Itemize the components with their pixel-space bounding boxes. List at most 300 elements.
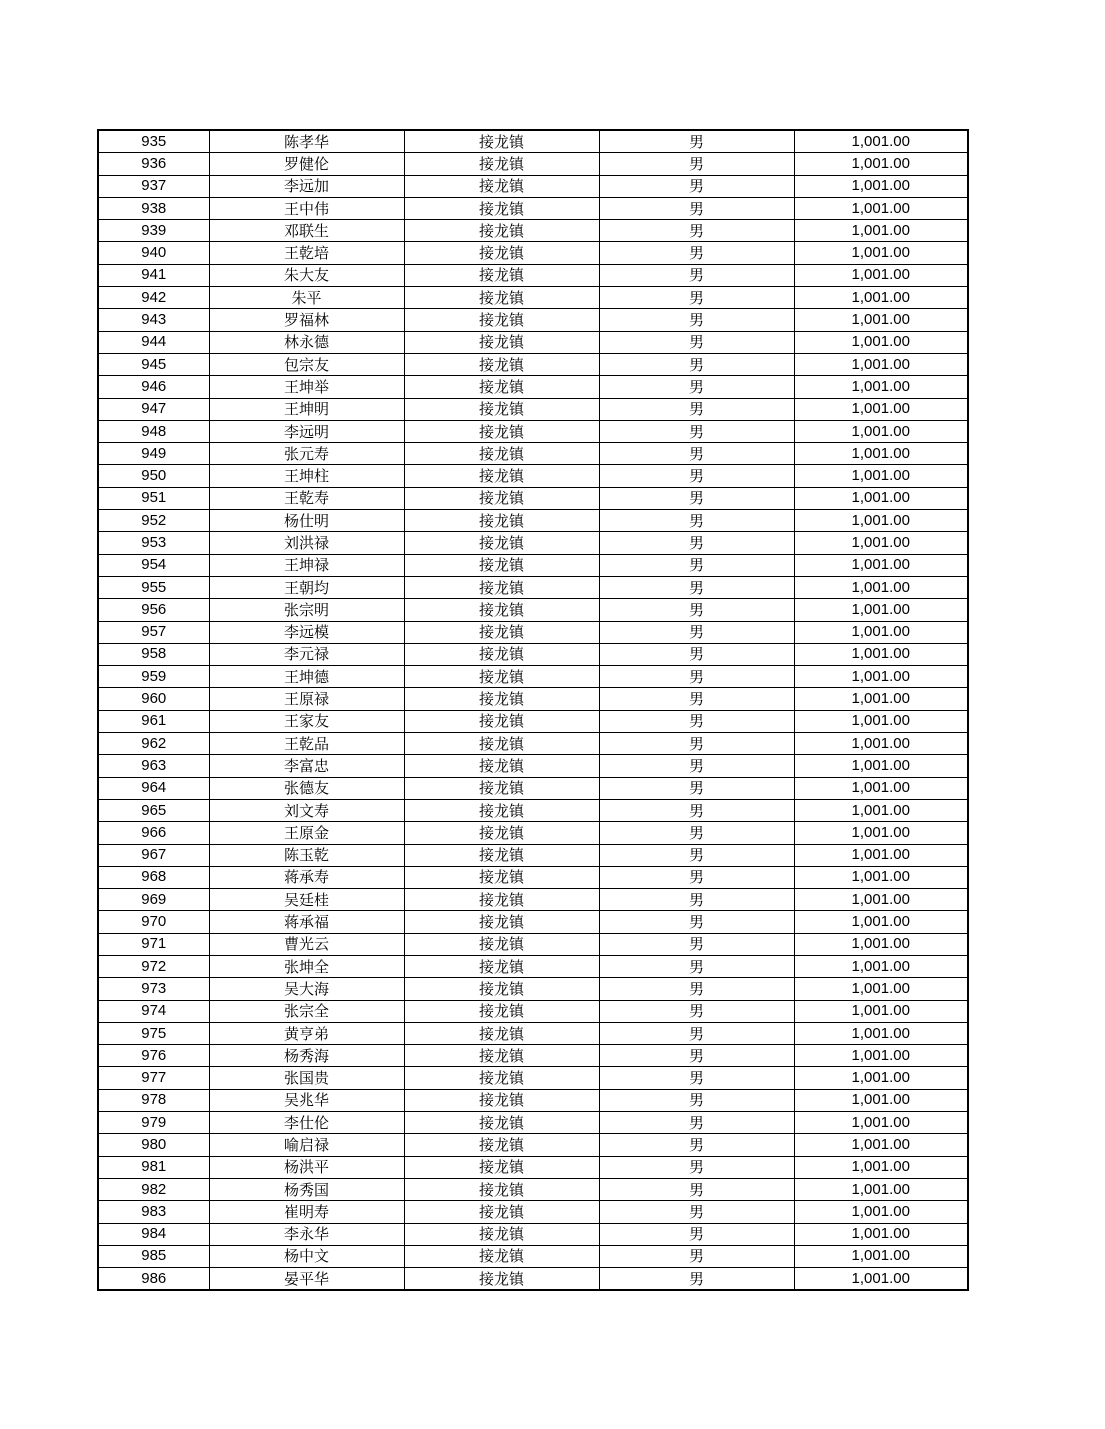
cell-number: 938 — [98, 197, 209, 219]
cell-gender: 男 — [599, 799, 794, 821]
cell-amount: 1,001.00 — [794, 465, 968, 487]
cell-town: 接龙镇 — [404, 1245, 599, 1267]
table-row — [98, 242, 968, 264]
table-body — [98, 130, 968, 1290]
table-row — [98, 978, 968, 1000]
table-row — [98, 197, 968, 219]
cell-number: 942 — [98, 287, 209, 309]
cell-town: 接龙镇 — [404, 130, 599, 153]
cell-town: 接龙镇 — [404, 710, 599, 732]
cell-amount: 1,001.00 — [794, 309, 968, 331]
cell-town: 接龙镇 — [404, 933, 599, 955]
cell-number: 940 — [98, 242, 209, 264]
cell-town: 接龙镇 — [404, 866, 599, 888]
cell-name: 崔明寿 — [209, 1201, 404, 1223]
cell-amount: 1,001.00 — [794, 1112, 968, 1134]
cell-number: 968 — [98, 866, 209, 888]
cell-amount: 1,001.00 — [794, 1067, 968, 1089]
cell-number: 975 — [98, 1022, 209, 1044]
cell-gender: 男 — [599, 1245, 794, 1267]
cell-number: 959 — [98, 666, 209, 688]
cell-gender: 男 — [599, 376, 794, 398]
cell-town: 接龙镇 — [404, 844, 599, 866]
cell-town: 接龙镇 — [404, 1089, 599, 1111]
cell-number: 978 — [98, 1089, 209, 1111]
cell-number: 966 — [98, 822, 209, 844]
cell-amount: 1,001.00 — [794, 688, 968, 710]
cell-amount: 1,001.00 — [794, 978, 968, 1000]
table-row — [98, 1156, 968, 1178]
cell-name: 包宗友 — [209, 353, 404, 375]
cell-name: 张元寿 — [209, 443, 404, 465]
cell-town: 接龙镇 — [404, 1134, 599, 1156]
cell-town: 接龙镇 — [404, 576, 599, 598]
cell-gender: 男 — [599, 420, 794, 442]
cell-name: 罗福林 — [209, 309, 404, 331]
cell-gender: 男 — [599, 822, 794, 844]
cell-name: 张德友 — [209, 777, 404, 799]
cell-number: 985 — [98, 1245, 209, 1267]
table-row — [98, 1178, 968, 1200]
cell-town: 接龙镇 — [404, 643, 599, 665]
cell-gender: 男 — [599, 309, 794, 331]
cell-amount: 1,001.00 — [794, 666, 968, 688]
table-row — [98, 643, 968, 665]
cell-town: 接龙镇 — [404, 510, 599, 532]
cell-gender: 男 — [599, 844, 794, 866]
cell-number: 986 — [98, 1268, 209, 1291]
cell-name: 陈玉乾 — [209, 844, 404, 866]
cell-town: 接龙镇 — [404, 487, 599, 509]
cell-amount: 1,001.00 — [794, 955, 968, 977]
cell-number: 982 — [98, 1178, 209, 1200]
cell-town: 接龙镇 — [404, 197, 599, 219]
cell-gender: 男 — [599, 1178, 794, 1200]
cell-number: 958 — [98, 643, 209, 665]
table-row — [98, 353, 968, 375]
cell-name: 李远模 — [209, 621, 404, 643]
table-row — [98, 554, 968, 576]
cell-amount: 1,001.00 — [794, 554, 968, 576]
cell-name: 杨秀海 — [209, 1045, 404, 1067]
table-row — [98, 955, 968, 977]
cell-gender: 男 — [599, 1134, 794, 1156]
cell-amount: 1,001.00 — [794, 889, 968, 911]
cell-gender: 男 — [599, 599, 794, 621]
table-row — [98, 376, 968, 398]
cell-gender: 男 — [599, 1112, 794, 1134]
cell-town: 接龙镇 — [404, 1268, 599, 1291]
cell-number: 960 — [98, 688, 209, 710]
table-row — [98, 688, 968, 710]
cell-gender: 男 — [599, 621, 794, 643]
cell-gender: 男 — [599, 755, 794, 777]
table-row — [98, 777, 968, 799]
cell-amount: 1,001.00 — [794, 911, 968, 933]
cell-name: 杨仕明 — [209, 510, 404, 532]
cell-number: 974 — [98, 1000, 209, 1022]
cell-town: 接龙镇 — [404, 220, 599, 242]
cell-gender: 男 — [599, 1201, 794, 1223]
cell-number: 944 — [98, 331, 209, 353]
cell-name: 李仕伦 — [209, 1112, 404, 1134]
cell-number: 964 — [98, 777, 209, 799]
cell-town: 接龙镇 — [404, 443, 599, 465]
cell-town: 接龙镇 — [404, 376, 599, 398]
table-row — [98, 1201, 968, 1223]
cell-name: 张国贵 — [209, 1067, 404, 1089]
cell-gender: 男 — [599, 1089, 794, 1111]
cell-number: 981 — [98, 1156, 209, 1178]
cell-gender: 男 — [599, 510, 794, 532]
cell-town: 接龙镇 — [404, 398, 599, 420]
cell-town: 接龙镇 — [404, 1067, 599, 1089]
cell-gender: 男 — [599, 1156, 794, 1178]
cell-amount: 1,001.00 — [794, 331, 968, 353]
cell-gender: 男 — [599, 911, 794, 933]
table-row — [98, 576, 968, 598]
cell-gender: 男 — [599, 1223, 794, 1245]
cell-name: 杨秀国 — [209, 1178, 404, 1200]
cell-number: 977 — [98, 1067, 209, 1089]
cell-amount: 1,001.00 — [794, 866, 968, 888]
cell-name: 张宗明 — [209, 599, 404, 621]
cell-name: 李元禄 — [209, 643, 404, 665]
cell-gender: 男 — [599, 777, 794, 799]
cell-amount: 1,001.00 — [794, 1000, 968, 1022]
cell-town: 接龙镇 — [404, 242, 599, 264]
cell-name: 张宗全 — [209, 1000, 404, 1022]
table-row — [98, 153, 968, 175]
cell-amount: 1,001.00 — [794, 710, 968, 732]
table-row — [98, 799, 968, 821]
cell-town: 接龙镇 — [404, 755, 599, 777]
cell-name: 林永德 — [209, 331, 404, 353]
table-row — [98, 287, 968, 309]
table-row — [98, 933, 968, 955]
cell-gender: 男 — [599, 443, 794, 465]
cell-name: 王家友 — [209, 710, 404, 732]
cell-amount: 1,001.00 — [794, 576, 968, 598]
table-row — [98, 621, 968, 643]
cell-amount: 1,001.00 — [794, 733, 968, 755]
table-row — [98, 1000, 968, 1022]
cell-name: 罗健伦 — [209, 153, 404, 175]
cell-number: 948 — [98, 420, 209, 442]
cell-number: 970 — [98, 911, 209, 933]
table-row — [98, 1134, 968, 1156]
table-row — [98, 889, 968, 911]
cell-gender: 男 — [599, 643, 794, 665]
cell-number: 973 — [98, 978, 209, 1000]
cell-town: 接龙镇 — [404, 889, 599, 911]
cell-name: 蒋承福 — [209, 911, 404, 933]
cell-town: 接龙镇 — [404, 1000, 599, 1022]
cell-gender: 男 — [599, 153, 794, 175]
cell-gender: 男 — [599, 353, 794, 375]
data-table — [97, 129, 969, 1291]
cell-name: 王坤明 — [209, 398, 404, 420]
cell-name: 李富忠 — [209, 755, 404, 777]
cell-name: 王坤举 — [209, 376, 404, 398]
cell-gender: 男 — [599, 487, 794, 509]
table-row — [98, 1223, 968, 1245]
cell-name: 吴兆华 — [209, 1089, 404, 1111]
cell-gender: 男 — [599, 733, 794, 755]
cell-number: 962 — [98, 733, 209, 755]
cell-gender: 男 — [599, 666, 794, 688]
cell-number: 980 — [98, 1134, 209, 1156]
cell-name: 喻启禄 — [209, 1134, 404, 1156]
cell-amount: 1,001.00 — [794, 1245, 968, 1267]
cell-number: 965 — [98, 799, 209, 821]
cell-name: 李远加 — [209, 175, 404, 197]
table-row — [98, 911, 968, 933]
table-row — [98, 733, 968, 755]
cell-town: 接龙镇 — [404, 175, 599, 197]
cell-amount: 1,001.00 — [794, 755, 968, 777]
cell-town: 接龙镇 — [404, 1022, 599, 1044]
cell-gender: 男 — [599, 688, 794, 710]
cell-name: 王乾寿 — [209, 487, 404, 509]
cell-town: 接龙镇 — [404, 621, 599, 643]
cell-name: 王中伟 — [209, 197, 404, 219]
cell-amount: 1,001.00 — [794, 130, 968, 153]
cell-town: 接龙镇 — [404, 532, 599, 554]
cell-name: 朱平 — [209, 287, 404, 309]
cell-town: 接龙镇 — [404, 287, 599, 309]
cell-gender: 男 — [599, 465, 794, 487]
cell-town: 接龙镇 — [404, 153, 599, 175]
cell-amount: 1,001.00 — [794, 197, 968, 219]
cell-name: 晏平华 — [209, 1268, 404, 1291]
cell-town: 接龙镇 — [404, 331, 599, 353]
cell-amount: 1,001.00 — [794, 510, 968, 532]
cell-number: 972 — [98, 955, 209, 977]
cell-town: 接龙镇 — [404, 1156, 599, 1178]
table-row — [98, 666, 968, 688]
cell-name: 杨洪平 — [209, 1156, 404, 1178]
cell-town: 接龙镇 — [404, 554, 599, 576]
table-row — [98, 420, 968, 442]
cell-name: 蒋承寿 — [209, 866, 404, 888]
cell-name: 王乾品 — [209, 733, 404, 755]
table-row — [98, 844, 968, 866]
cell-town: 接龙镇 — [404, 777, 599, 799]
cell-gender: 男 — [599, 175, 794, 197]
table-row — [98, 1245, 968, 1267]
cell-town: 接龙镇 — [404, 688, 599, 710]
cell-name: 王朝均 — [209, 576, 404, 598]
cell-amount: 1,001.00 — [794, 220, 968, 242]
cell-name: 吴廷桂 — [209, 889, 404, 911]
cell-number: 969 — [98, 889, 209, 911]
cell-amount: 1,001.00 — [794, 1156, 968, 1178]
cell-number: 979 — [98, 1112, 209, 1134]
cell-town: 接龙镇 — [404, 666, 599, 688]
cell-gender: 男 — [599, 220, 794, 242]
cell-name: 黄亨弟 — [209, 1022, 404, 1044]
cell-town: 接龙镇 — [404, 309, 599, 331]
cell-town: 接龙镇 — [404, 353, 599, 375]
cell-name: 王坤德 — [209, 666, 404, 688]
cell-gender: 男 — [599, 532, 794, 554]
cell-number: 943 — [98, 309, 209, 331]
cell-number: 937 — [98, 175, 209, 197]
cell-name: 王原禄 — [209, 688, 404, 710]
table-row — [98, 220, 968, 242]
cell-name: 曹光云 — [209, 933, 404, 955]
cell-gender: 男 — [599, 1067, 794, 1089]
cell-gender: 男 — [599, 978, 794, 1000]
cell-amount: 1,001.00 — [794, 844, 968, 866]
cell-amount: 1,001.00 — [794, 1089, 968, 1111]
cell-amount: 1,001.00 — [794, 822, 968, 844]
cell-town: 接龙镇 — [404, 420, 599, 442]
cell-name: 王乾培 — [209, 242, 404, 264]
table-row — [98, 398, 968, 420]
cell-amount: 1,001.00 — [794, 175, 968, 197]
cell-name: 王坤禄 — [209, 554, 404, 576]
table-row — [98, 1268, 968, 1291]
cell-town: 接龙镇 — [404, 955, 599, 977]
cell-amount: 1,001.00 — [794, 621, 968, 643]
cell-number: 946 — [98, 376, 209, 398]
cell-gender: 男 — [599, 242, 794, 264]
cell-amount: 1,001.00 — [794, 242, 968, 264]
cell-gender: 男 — [599, 866, 794, 888]
table-row — [98, 1067, 968, 1089]
cell-name: 王坤柱 — [209, 465, 404, 487]
cell-town: 接龙镇 — [404, 799, 599, 821]
cell-number: 957 — [98, 621, 209, 643]
cell-gender: 男 — [599, 264, 794, 286]
cell-amount: 1,001.00 — [794, 532, 968, 554]
cell-name: 王原金 — [209, 822, 404, 844]
cell-name: 刘洪禄 — [209, 532, 404, 554]
cell-gender: 男 — [599, 398, 794, 420]
cell-number: 953 — [98, 532, 209, 554]
table-row — [98, 822, 968, 844]
cell-town: 接龙镇 — [404, 733, 599, 755]
table-row — [98, 710, 968, 732]
cell-amount: 1,001.00 — [794, 376, 968, 398]
table-row — [98, 532, 968, 554]
cell-amount: 1,001.00 — [794, 353, 968, 375]
cell-number: 947 — [98, 398, 209, 420]
table-row — [98, 1045, 968, 1067]
table-row — [98, 1022, 968, 1044]
cell-amount: 1,001.00 — [794, 1223, 968, 1245]
cell-name: 李远明 — [209, 420, 404, 442]
cell-amount: 1,001.00 — [794, 443, 968, 465]
table-row — [98, 1112, 968, 1134]
table-row — [98, 175, 968, 197]
cell-number: 961 — [98, 710, 209, 732]
cell-number: 952 — [98, 510, 209, 532]
cell-amount: 1,001.00 — [794, 1178, 968, 1200]
cell-amount: 1,001.00 — [794, 1134, 968, 1156]
cell-gender: 男 — [599, 576, 794, 598]
cell-number: 941 — [98, 264, 209, 286]
table-row — [98, 510, 968, 532]
cell-amount: 1,001.00 — [794, 487, 968, 509]
cell-number: 954 — [98, 554, 209, 576]
cell-name: 杨中文 — [209, 1245, 404, 1267]
cell-name: 张坤全 — [209, 955, 404, 977]
table-row — [98, 309, 968, 331]
cell-gender: 男 — [599, 1045, 794, 1067]
cell-gender: 男 — [599, 554, 794, 576]
cell-gender: 男 — [599, 955, 794, 977]
table-row — [98, 130, 968, 153]
cell-number: 955 — [98, 576, 209, 598]
cell-amount: 1,001.00 — [794, 1268, 968, 1291]
cell-number: 983 — [98, 1201, 209, 1223]
cell-number: 945 — [98, 353, 209, 375]
cell-gender: 男 — [599, 1268, 794, 1291]
cell-number: 956 — [98, 599, 209, 621]
cell-amount: 1,001.00 — [794, 420, 968, 442]
table-row — [98, 264, 968, 286]
cell-name: 陈孝华 — [209, 130, 404, 153]
table-row — [98, 755, 968, 777]
cell-name: 刘文寿 — [209, 799, 404, 821]
cell-town: 接龙镇 — [404, 911, 599, 933]
cell-town: 接龙镇 — [404, 978, 599, 1000]
cell-number: 951 — [98, 487, 209, 509]
cell-gender: 男 — [599, 130, 794, 153]
table-row — [98, 465, 968, 487]
cell-number: 936 — [98, 153, 209, 175]
cell-gender: 男 — [599, 197, 794, 219]
cell-gender: 男 — [599, 1022, 794, 1044]
cell-gender: 男 — [599, 287, 794, 309]
cell-amount: 1,001.00 — [794, 777, 968, 799]
cell-town: 接龙镇 — [404, 1112, 599, 1134]
table-row — [98, 331, 968, 353]
cell-gender: 男 — [599, 933, 794, 955]
cell-town: 接龙镇 — [404, 1201, 599, 1223]
table-row — [98, 599, 968, 621]
cell-amount: 1,001.00 — [794, 643, 968, 665]
cell-amount: 1,001.00 — [794, 153, 968, 175]
cell-number: 976 — [98, 1045, 209, 1067]
cell-number: 971 — [98, 933, 209, 955]
cell-number: 935 — [98, 130, 209, 153]
cell-number: 949 — [98, 443, 209, 465]
table-row — [98, 1089, 968, 1111]
cell-amount: 1,001.00 — [794, 933, 968, 955]
cell-town: 接龙镇 — [404, 1223, 599, 1245]
cell-amount: 1,001.00 — [794, 599, 968, 621]
cell-number: 939 — [98, 220, 209, 242]
cell-amount: 1,001.00 — [794, 1045, 968, 1067]
cell-name: 朱大友 — [209, 264, 404, 286]
cell-amount: 1,001.00 — [794, 799, 968, 821]
cell-gender: 男 — [599, 710, 794, 732]
cell-town: 接龙镇 — [404, 1045, 599, 1067]
cell-number: 963 — [98, 755, 209, 777]
table-row — [98, 443, 968, 465]
cell-amount: 1,001.00 — [794, 264, 968, 286]
cell-number: 984 — [98, 1223, 209, 1245]
cell-name: 李永华 — [209, 1223, 404, 1245]
cell-name: 邓联生 — [209, 220, 404, 242]
cell-town: 接龙镇 — [404, 465, 599, 487]
cell-town: 接龙镇 — [404, 822, 599, 844]
table-row — [98, 487, 968, 509]
